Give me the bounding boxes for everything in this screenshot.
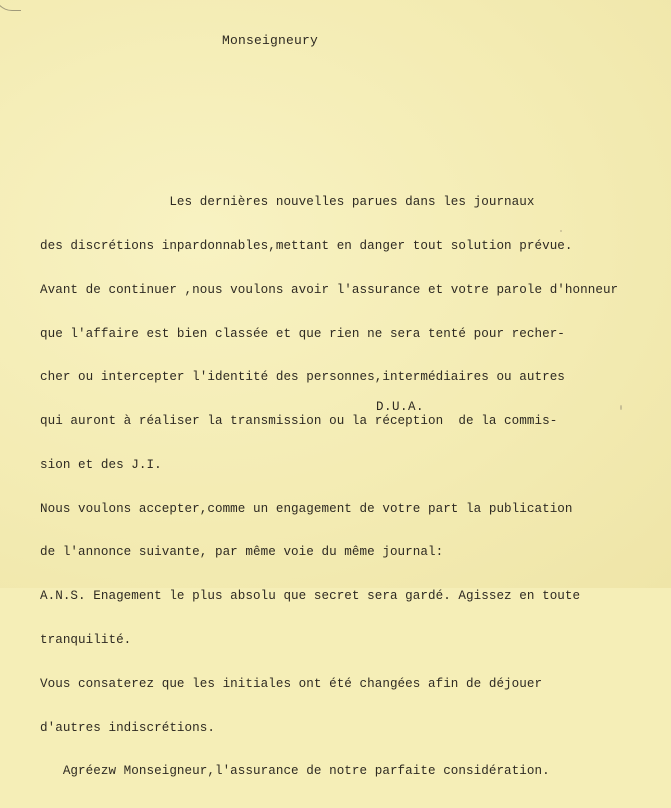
letter-line: d'autres indiscrétions. — [40, 720, 215, 735]
letter-line: cher ou intercepter l'identité des personnes,intermédiaires ou autres — [40, 370, 565, 385]
letter-line: Les dernières nouvelles parues dans les journaux — [40, 195, 535, 210]
salutation: Monseigneury — [222, 33, 319, 48]
letter-line: Agréezw Monseigneur,l'assurance de notre parfaite considération. — [40, 764, 550, 779]
letter-line: que l'affaire est bien classée et que rien ne sera tenté pour recher- — [40, 326, 565, 341]
letter-line: Nous voulons accepter,comme un engagement de votre part la publication — [40, 501, 573, 516]
page-corner-mark — [0, 0, 21, 11]
letter-body — [40, 166, 618, 808]
letter-line: de l'annonce suivante, par même voie du même journal: — [40, 545, 444, 560]
signature: D.U.A. — [376, 400, 425, 414]
letter-line: tranquilité. — [40, 633, 132, 647]
letter-line: A.N.S. Enagement le plus absolu que secret sera gardé. Agissez en toute — [40, 589, 581, 604]
paper-speck — [620, 405, 622, 410]
letter-line: Vous consaterez que les initiales ont été changées afin de déjouer — [40, 676, 543, 691]
letter-line: Avant de continuer ,nous voulons avoir l'assurance et votre parole d'honneur — [40, 282, 619, 297]
letter-line: des discrétions inpardonnables,mettant en danger tout solution prévue. — [40, 238, 573, 253]
paper-speck — [560, 230, 562, 232]
letter-line: qui auront à réaliser la transmission ou la réception de la commis- — [40, 414, 558, 429]
letter-line: sion et des J.I. — [40, 457, 162, 472]
